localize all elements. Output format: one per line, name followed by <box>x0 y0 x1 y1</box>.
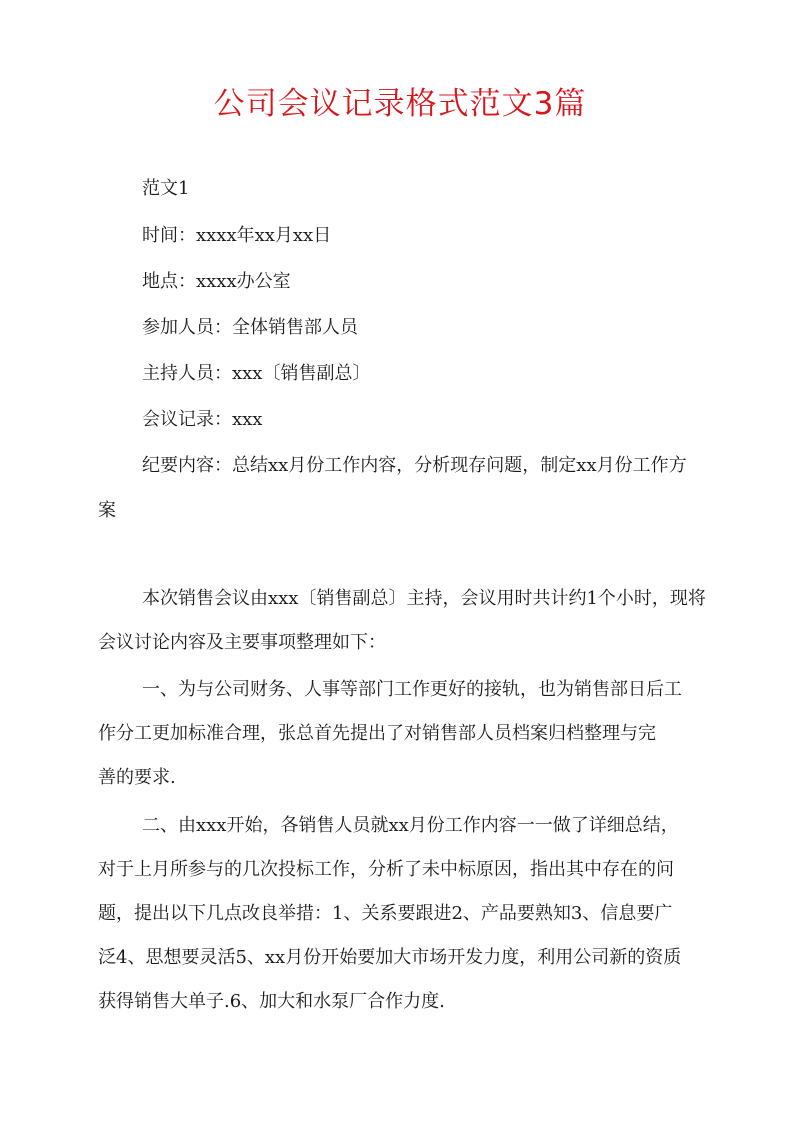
body-paragraph-line: 善的要求. <box>98 767 176 788</box>
body-paragraph-line: 作分工更加标准合理，张总首先提出了对销售部人员档案归档整理与完 <box>98 723 656 744</box>
sample-heading: 范文1 <box>142 178 190 199</box>
body-paragraph-line: 二、由xxx开始，各销售人员就xx月份工作内容一一做了详细总结， <box>142 815 679 836</box>
meeting-time: 时间：xxxx年xx月xx日 <box>142 225 332 246</box>
meeting-host: 主持人员：xxx〔销售副总〕 <box>142 363 371 384</box>
meeting-recorder: 会议记录：xxx <box>142 409 263 430</box>
document-title: 公司会议记录格式范文3篇 <box>213 86 587 122</box>
meeting-location: 地点：xxxx办公室 <box>142 271 291 292</box>
body-paragraph-line: 获得销售大单子.6、加大和水泵厂合作力度. <box>98 991 445 1012</box>
body-paragraph-line: 泛4、思想要灵活5、xx月份开始要加大市场开发力度，利用公司新的资质 <box>98 947 682 968</box>
body-paragraph-line: 本次销售会议由xxx〔销售副总〕主持，会议用时共计约1个小时，现将 <box>142 588 706 609</box>
body-paragraph-line: 题，提出以下几点改良举措：1、关系要跟进2、产品要熟知3、信息要广 <box>98 903 673 924</box>
body-paragraph-line: 会议讨论内容及主要事项整理如下： <box>98 632 386 653</box>
meeting-summary-cont: 案 <box>98 500 116 521</box>
meeting-summary: 纪要内容：总结xx月份工作内容，分析现存问题，制定xx月份工作方 <box>142 455 687 476</box>
body-paragraph-line: 一、为与公司财务、人事等部门工作更好的接轨，也为销售部日后工 <box>142 679 682 700</box>
body-paragraph-line: 对于上月所参与的几次投标工作，分析了未中标原因，指出其中存在的问 <box>98 859 674 880</box>
meeting-attendees: 参加人员：全体销售部人员 <box>142 317 358 338</box>
